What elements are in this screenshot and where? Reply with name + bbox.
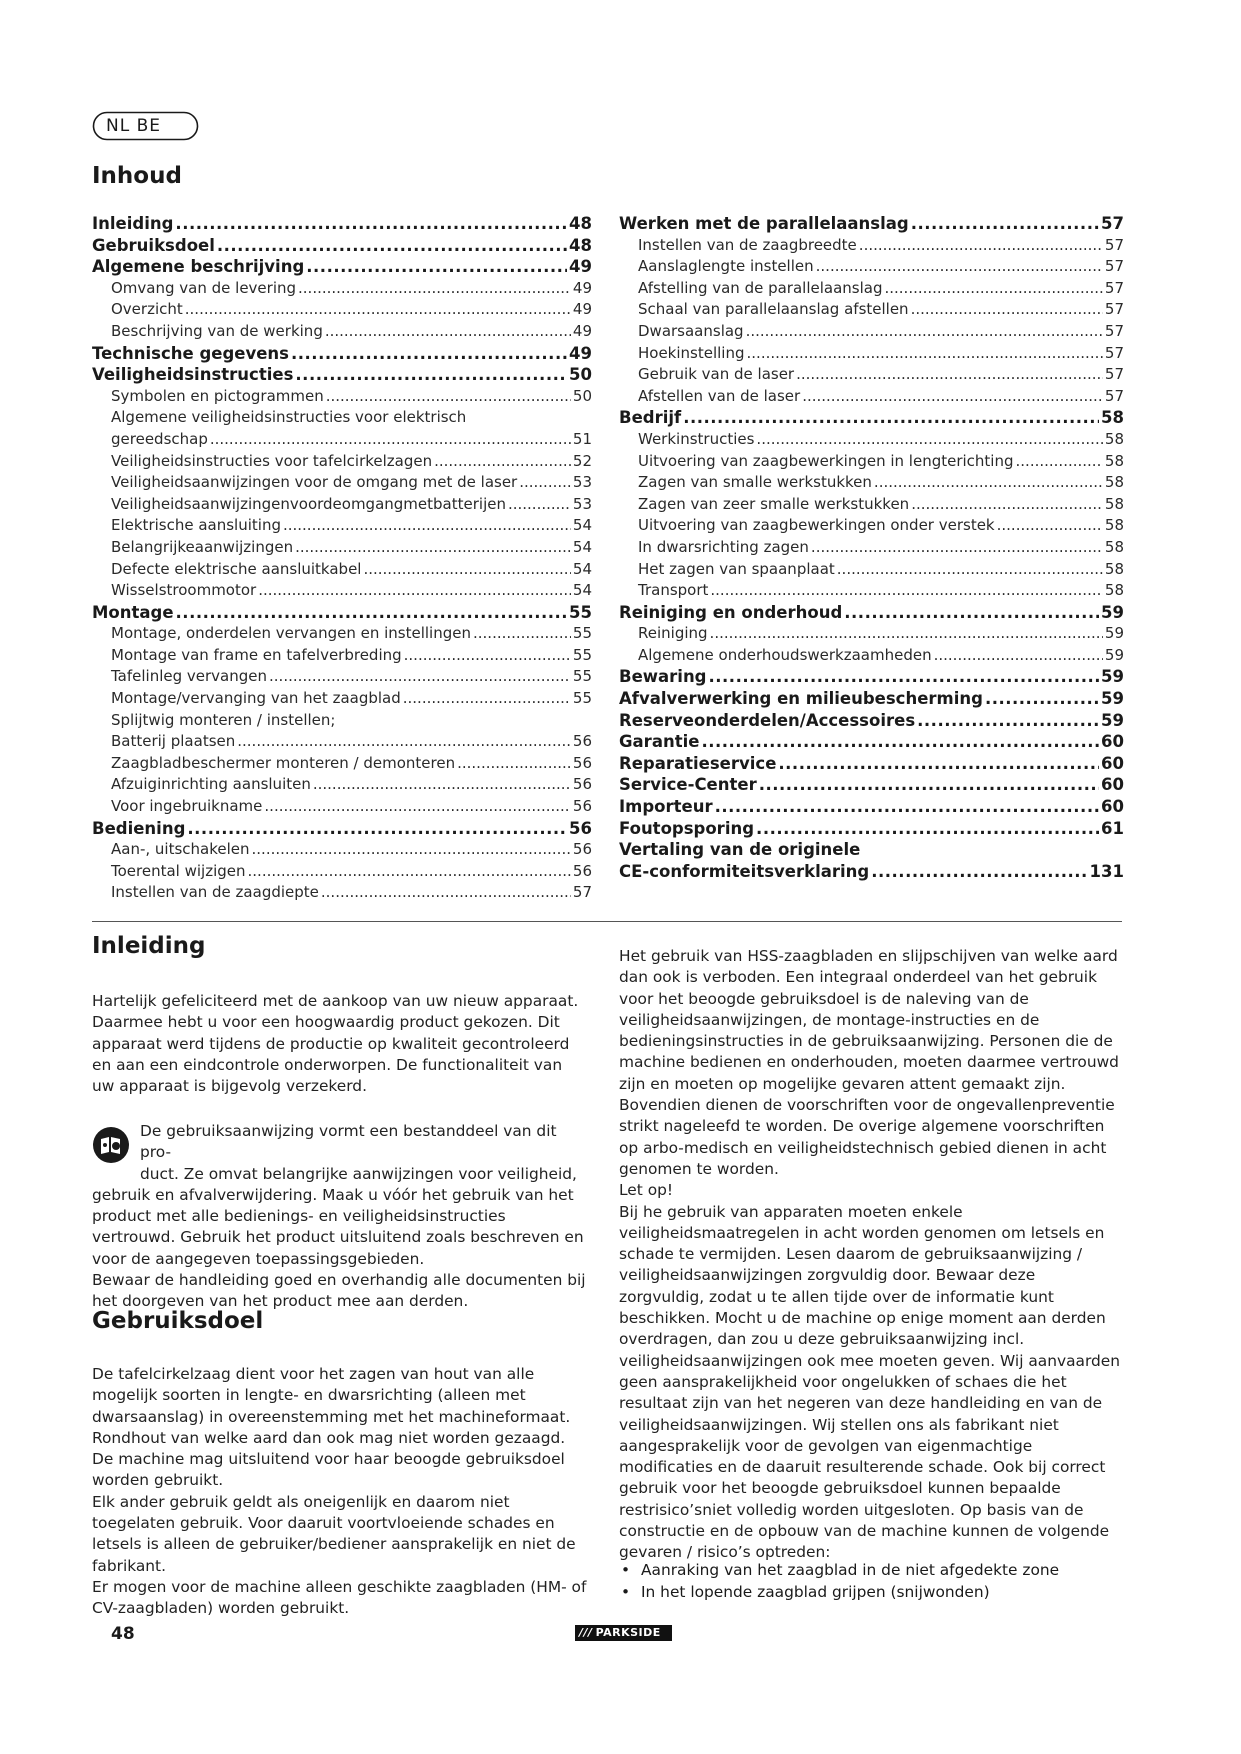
brand-logo — [575, 1625, 672, 1641]
toc-title: Inhoud — [92, 163, 182, 189]
toc-entry-label: Omvang van de levering — [111, 278, 297, 297]
toc-entry — [92, 386, 592, 408]
toc-entry-label: Transport — [638, 581, 709, 600]
toc-entry — [92, 407, 592, 429]
heading-inleiding: Inleiding — [92, 933, 206, 959]
heading-gebruiksdoel: Gebruiksdoel — [92, 1308, 264, 1334]
toc-entry — [619, 407, 1124, 429]
toc-entry-label: Belangrijkeaanwijzingen — [111, 537, 294, 556]
toc-leader-dots — [269, 666, 571, 688]
toc-leader-dots — [291, 343, 567, 365]
toc-entry — [92, 710, 592, 732]
toc-entry-label: Defecte elektrische aansluitkabel — [111, 559, 362, 578]
toc-entry-label: Het zagen van spaanplaat — [638, 559, 835, 578]
toc-entry-page: 48 — [569, 214, 592, 233]
toc-entry-label: Montage, onderdelen vervangen en instellingen — [111, 624, 471, 643]
toc-entry — [92, 429, 592, 451]
toc-entry — [92, 774, 592, 796]
toc-entry — [619, 278, 1124, 300]
toc-entry-label: Werken met de parallelaanslag — [619, 214, 909, 233]
toc-entry-label: Vertaling van de originele — [619, 840, 861, 860]
toc-entry-page: 60 — [1101, 753, 1124, 773]
toc-leader-dots — [175, 213, 567, 235]
toc-entry — [92, 623, 592, 645]
toc-entry-label: Aan-, uitschakelen — [111, 840, 250, 859]
toc-entry-label: Bedrijf — [619, 408, 682, 428]
toc-entry-label: Algemene veiligheidsinstructies voor elektrisch — [111, 408, 467, 427]
toc-entry — [92, 213, 592, 235]
toc-leader-dots — [816, 256, 1103, 278]
gebruiksdoel-body — [92, 1364, 587, 1620]
toc-leader-dots — [457, 753, 571, 775]
toc-leader-dots — [264, 796, 571, 818]
toc-entry — [92, 256, 592, 278]
toc-entry-page: 56 — [569, 818, 592, 838]
toc-entry-label: Afzuiginrichting aansluiten — [111, 775, 311, 794]
toc-entry — [92, 299, 592, 321]
toc-entry — [92, 537, 592, 559]
toc-entry-label: Algemene beschrijving — [92, 257, 305, 277]
toc-entry — [619, 472, 1124, 494]
toc-entry-label: Afvalverwerking en milieubescherming — [619, 689, 983, 709]
toc-entry — [619, 839, 1124, 861]
language-code: NL BE — [106, 116, 161, 136]
toc-leader-dots — [859, 235, 1103, 257]
gebruiksdoel-p3: Er mogen voor de machine alleen geschikte zaagbladen (HM- of CV-zaagbladen) worden gebruikt. — [92, 1577, 587, 1618]
toc-entry-label: Inleiding — [92, 214, 174, 233]
toc-entry-page: 58 — [1104, 537, 1124, 556]
right-p1: Het gebruik van HSS-zaagbladen en slijpschijven van welke aard dan ook is verboden. Een integraal onderdeel van het gebruik voor het beoogde gebruiksdoel is de naleving van de veiligheidsaanwijzingen, de montage-instructies en de bedieningsinstructies in de gebruiksaanwijzing. Personen die de machine bedienen en onderhouden, moeten daarmee vertrouwd zijn en moeten op mogelijke gevaren attent gemaakt zijn. Bovendien dienen de voorschriften voor de ongevallenpreventie strikt nageleefd te worden. De overige algemene voorschriften op arbo-medisch en veiligheidstechnisch gebied dienen in acht genomen te worden. — [619, 947, 1119, 1178]
toc-leader-dots — [715, 796, 1099, 818]
toc-entry — [619, 235, 1124, 257]
toc-entry — [619, 580, 1124, 602]
toc-entry — [619, 753, 1124, 775]
toc-entry — [92, 839, 592, 861]
toc-entry-page: 56 — [572, 732, 592, 751]
toc-entry-page: 50 — [572, 386, 592, 405]
toc-leader-dots — [258, 580, 571, 602]
toc-entry — [619, 731, 1124, 753]
toc-entry-page: 60 — [1101, 732, 1124, 752]
toc-entry-label: Symbolen en pictogrammen — [111, 386, 324, 405]
toc-entry — [619, 429, 1124, 451]
toc-entry-page: 61 — [1101, 818, 1124, 838]
toc-entry-page: 57 — [1104, 386, 1124, 405]
toc-entry-page: 59 — [1101, 667, 1124, 687]
toc-entry — [92, 861, 592, 883]
toc-entry-page: 53 — [572, 473, 592, 492]
toc-column-right — [619, 213, 1124, 882]
toc-leader-dots — [710, 623, 1103, 645]
toc-entry-label: Reserveonderdelen/Accessoires — [619, 710, 916, 730]
section-divider — [92, 921, 1122, 922]
toc-entry — [92, 321, 592, 343]
toc-entry-label: Montage/vervanging van het zaagblad — [111, 689, 401, 708]
toc-entry-label: Garantie — [619, 732, 700, 752]
toc-entry-label: Zaagbladbeschermer monteren / demonteren — [111, 753, 456, 772]
toc-entry-page: 54 — [572, 516, 592, 535]
toc-leader-dots — [934, 645, 1103, 667]
toc-leader-dots — [298, 278, 571, 300]
brand-mark: /// — [579, 1626, 593, 1639]
toc-entry-label: Afstellen van de laser — [638, 386, 801, 405]
toc-entry — [619, 451, 1124, 473]
toc-leader-dots — [473, 623, 571, 645]
toc-entry-page: 57 — [572, 883, 592, 902]
toc-leader-dots — [756, 818, 1099, 840]
toc-entry-page: 57 — [1101, 214, 1124, 233]
toc-leader-dots — [778, 753, 1099, 775]
right-p2: Let op! — [619, 1181, 674, 1200]
toc-leader-dots — [747, 343, 1103, 365]
toc-entry-label: Overzicht — [111, 300, 183, 319]
toc-entry — [619, 861, 1124, 883]
toc-entry-page: 60 — [1101, 775, 1124, 795]
toc-leader-dots — [756, 429, 1102, 451]
inleiding-intro-text: Hartelijk gefeliciteerd met de aankoop van uw nieuw apparaat. Daarmee hebt u voor een hoogwaardig product gekozen. Dit apparaat werd tijdens de productie op kwaliteit gecontroleerd en aan een eindcontrole onderworpen. De functionaliteit van uw apparaat is bijgevolg verzekerd. — [92, 992, 579, 1096]
toc-leader-dots — [283, 515, 571, 537]
toc-entry — [619, 818, 1124, 840]
toc-entry — [619, 602, 1124, 624]
toc-entry-label: Wisselstroommotor — [111, 581, 257, 600]
toc-entry-label: Gebruiksdoel — [92, 235, 215, 255]
toc-entry — [92, 278, 592, 300]
toc-entry-page: 58 — [1104, 516, 1124, 535]
toc-leader-dots — [701, 731, 1099, 753]
toc-entry-page: 58 — [1101, 408, 1124, 428]
toc-entry-page: 59 — [1101, 602, 1124, 622]
toc-entry-label: Batterij plaatsen — [111, 732, 236, 751]
toc-entry — [92, 731, 592, 753]
toc-entry-page: 57 — [1104, 235, 1124, 254]
toc-entry-label: Service-Center — [619, 775, 757, 795]
toc-entry — [619, 774, 1124, 796]
toc-leader-dots — [811, 537, 1103, 559]
right-p3: Bij he gebruik van apparaten moeten enkele veiligheidsmaatregelen in acht worden genomen om letsels en schade te vermijden. Lesen daarom de gebruiksaanwijzing / veiligheidsaanwijzingen zorgvuldig door. Bewaar deze zorgvuldig, zodat u te allen tijde over de informatie kunt beschikken. Mocht u de machine op enige moment aan derden overdragen, dan zou u deze gebruiksaanwijzing incl. veiligheidsaanwijzingen ook mee moeten geven. Wij aanvaarden geen aansprakelijkheid voor ongelukken of schaes die het resultaat zijn van het negeren van deze handleiding en van de veiligheidsaanwijzingen. Wij stellen ons als fabrikant niet aangesprakelijk voor de gevolgen van eigenmachtige modificaties en de daaruit resulterende schade. Ook bij correct gebruik voor het beoogde gebruiksdoel kunnen bepaalde restrisico’sniet volledig worden uitgesloten. Op basis van de constructie en de opbouw van de machine kunnen de volgende gevaren / risico’s optreden: — [619, 1202, 1121, 1562]
toc-entry-label: Werkinstructies — [638, 429, 755, 448]
toc-entry — [92, 753, 592, 775]
toc-leader-dots — [363, 559, 570, 581]
toc-entry — [92, 882, 592, 904]
toc-entry-label: Technische gegevens — [92, 343, 289, 363]
toc-entry-page: 58 — [1104, 473, 1124, 492]
toc-entry-page: 57 — [1104, 343, 1124, 362]
toc-entry-label: Uitvoering van zaagbewerkingen in lengterichting — [638, 451, 1014, 470]
toc-entry-label: Gebruik van de laser — [638, 365, 795, 384]
toc-entry — [619, 299, 1124, 321]
toc-entry-page: 58 — [1104, 494, 1124, 513]
toc-entry-label: Foutopsporing — [619, 818, 755, 838]
toc-entry-label: Elektrische aansluiting — [111, 516, 281, 535]
toc-entry-page: 52 — [572, 451, 592, 470]
toc-entry-label: Montage van frame en tafelverbreding — [111, 645, 402, 664]
toc-entry-label: gereedschap — [111, 429, 208, 448]
toc-entry-label: Zagen van zeer smalle werkstukken — [638, 494, 910, 513]
toc-entry-label: Reiniging — [638, 624, 708, 643]
toc-leader-dots — [837, 559, 1103, 581]
toc-entry-label: Beschrijving van de werking — [111, 321, 323, 340]
toc-leader-dots — [403, 688, 571, 710]
toc-leader-dots — [176, 602, 568, 624]
toc-entry-page: 55 — [572, 645, 592, 664]
toc-leader-dots — [295, 537, 571, 559]
toc-entry — [92, 364, 592, 386]
hazard-item: • Aanraking van het zaagblad in de niet afgedekte zone — [619, 1559, 1124, 1581]
toc-entry-page: 54 — [572, 559, 592, 578]
toc-leader-dots — [802, 386, 1103, 408]
toc-leader-dots — [237, 731, 571, 753]
toc-entry — [619, 796, 1124, 818]
toc-leader-dots — [709, 666, 1100, 688]
toc-entry-page: 59 — [1101, 689, 1124, 709]
toc-entry-label: Instellen van de zaagbreedte — [638, 235, 857, 254]
toc-entry — [92, 688, 592, 710]
toc-leader-dots — [519, 472, 571, 494]
toc-entry — [92, 343, 592, 365]
toc-leader-dots — [911, 494, 1103, 516]
toc-entry-page: 54 — [572, 537, 592, 556]
toc-leader-dots — [326, 386, 571, 408]
toc-entry-label: Hoekinstelling — [638, 343, 745, 362]
toc-leader-dots — [911, 299, 1103, 321]
toc-entry-page: 55 — [572, 624, 592, 643]
toc-entry-label: Veiligheidsinstructies voor tafelcirkelzagen — [111, 451, 433, 470]
toc-entry-label: Veiligheidsinstructies — [92, 365, 294, 385]
toc-leader-dots — [683, 407, 1099, 429]
toc-entry-page: 58 — [1104, 581, 1124, 600]
notice-line-1: De gebruiksaanwijzing vormt een bestanddeel van dit pro- — [140, 1122, 557, 1162]
inleiding-intro — [92, 991, 587, 1097]
toc-entry — [619, 688, 1124, 710]
toc-entry — [619, 623, 1124, 645]
toc-entry — [619, 494, 1124, 516]
toc-entry-label: Aanslaglengte instellen — [638, 257, 814, 276]
toc-entry — [619, 364, 1124, 386]
toc-entry-page: 59 — [1104, 645, 1124, 664]
toc-leader-dots — [295, 364, 567, 386]
toc-leader-dots — [871, 861, 1087, 883]
notice-block — [92, 1121, 587, 1313]
toc-entry — [92, 796, 592, 818]
toc-entry-label: Reparatieservice — [619, 753, 777, 773]
toc-entry-label: In dwarsrichting zagen — [638, 537, 809, 556]
toc-entry-page: 50 — [569, 365, 592, 385]
toc-entry-label: Reiniging en onderhoud — [619, 602, 843, 622]
toc-entry-label: Voor ingebruikname — [111, 797, 263, 816]
toc-entry-label: Toerental wijzigen — [111, 861, 246, 880]
toc-entry — [619, 343, 1124, 365]
toc-entry-label: Schaal van parallelaanslag afstellen — [638, 300, 909, 319]
toc-entry-page: 56 — [572, 797, 592, 816]
toc-entry-page: 56 — [572, 775, 592, 794]
toc-entry-label: Veiligheidsaanwijzingenvoordeomgangmetbatterijen — [111, 494, 506, 513]
toc-leader-dots — [508, 494, 571, 516]
toc-entry — [92, 515, 592, 537]
brand-name: PARKSIDE — [595, 1626, 661, 1639]
toc-entry-label: Bewaring — [619, 667, 707, 687]
toc-entry-label: CE-conformiteitsverklaring — [619, 861, 870, 881]
toc-entry-label: Splijtwig monteren / instellen; — [111, 710, 336, 729]
toc-leader-dots — [746, 321, 1103, 343]
toc-entry-label: Veiligheidsaanwijzingen voor de omgang met de laser — [111, 473, 518, 492]
toc-leader-dots — [404, 645, 571, 667]
toc-entry-page: 55 — [572, 689, 592, 708]
toc-entry-page: 57 — [1104, 365, 1124, 384]
toc-entry — [92, 559, 592, 581]
toc-entry — [92, 666, 592, 688]
right-column-text — [619, 946, 1124, 1564]
toc-entry-label: Tafelinleg vervangen — [111, 667, 268, 686]
toc-entry-page: 56 — [572, 753, 592, 772]
toc-entry — [92, 580, 592, 602]
toc-leader-dots — [1016, 451, 1103, 473]
toc-entry-page: 59 — [1101, 710, 1124, 730]
toc-entry-page: 58 — [1104, 559, 1124, 578]
toc-entry — [92, 494, 592, 516]
toc-leader-dots — [321, 882, 571, 904]
toc-entry — [619, 321, 1124, 343]
toc-entry — [619, 559, 1124, 581]
toc-entry — [619, 386, 1124, 408]
toc-entry — [92, 451, 592, 473]
notice-line-2: duct. Ze omvat belangrijke aanwijzingen voor veiligheid, — [140, 1164, 577, 1183]
toc-entry — [92, 472, 592, 494]
toc-entry-page: 49 — [572, 278, 592, 297]
toc-entry-page: 58 — [1104, 451, 1124, 470]
toc-entry-page: 48 — [569, 235, 592, 255]
toc-entry-page: 58 — [1104, 429, 1124, 448]
toc-entry — [619, 666, 1124, 688]
toc-leader-dots — [997, 515, 1103, 537]
toc-entry-page: 131 — [1089, 861, 1124, 881]
toc-leader-dots — [710, 580, 1103, 602]
toc-entry-page: 49 — [569, 257, 592, 277]
toc-leader-dots — [911, 213, 1099, 235]
toc-entry-page: 49 — [572, 300, 592, 319]
toc-leader-dots — [985, 688, 1099, 710]
toc-entry — [92, 645, 592, 667]
toc-leader-dots — [252, 839, 571, 861]
toc-entry-label: Bediening — [92, 818, 186, 838]
toc-leader-dots — [759, 774, 1099, 796]
toc-entry-label: Algemene onderhoudswerkzaamheden — [638, 645, 932, 664]
toc-entry-page: 60 — [1101, 797, 1124, 817]
toc-entry-label: Afstelling van de parallelaanslag — [638, 278, 883, 297]
toc-entry-page: 51 — [572, 429, 592, 448]
toc-entry — [619, 710, 1124, 732]
toc-entry-label: Uitvoering van zaagbewerkingen onder verstek — [638, 516, 995, 535]
toc-leader-dots — [185, 299, 571, 321]
toc-entry — [92, 235, 592, 257]
toc-leader-dots — [434, 451, 571, 473]
toc-entry-page: 53 — [572, 494, 592, 513]
toc-column-left — [92, 213, 592, 904]
gebruiksdoel-p2: Elk ander gebruik geldt als oneigenlijk en daarom niet toegelaten gebruik. Voor daaruit voortvloeiende schades en letsels is alleen de gebruiker/bediener aansprakelijk en niet de fabrikant. — [92, 1492, 576, 1575]
toc-leader-dots — [917, 710, 1099, 732]
notice-body: gebruik en afvalverwijdering. Maak u vóór het gebruik van het product met alle bedienings- en veiligheidsinstructies vertrouwd. Gebruik het product uitsluitend zoals beschreven en voor de aangegeven toepassingsgebieden. — [92, 1185, 584, 1268]
toc-entry — [92, 818, 592, 840]
toc-leader-dots — [844, 602, 1099, 624]
notice-last: Bewaar de handleiding goed en overhandig alle documenten bij het doorgeven van het product mee aan derden. — [92, 1271, 586, 1311]
toc-entry — [619, 256, 1124, 278]
toc-entry-page: 54 — [572, 581, 592, 600]
toc-entry-page: 49 — [572, 321, 592, 340]
toc-entry-page: 59 — [1104, 624, 1124, 643]
toc-entry — [619, 537, 1124, 559]
toc-leader-dots — [325, 321, 571, 343]
toc-leader-dots — [210, 429, 571, 451]
toc-leader-dots — [187, 818, 567, 840]
language-badge — [92, 111, 200, 141]
hazard-item: • In het lopende zaagblad grijpen (snijwonden) — [619, 1581, 1124, 1603]
toc-leader-dots — [884, 278, 1102, 300]
gebruiksdoel-p1: De tafelcirkelzaag dient voor het zagen van hout van alle mogelijk soorten in lengte- en dwarsrichting (alleen met dwarsaanslag) in overeenstemming met het machineformaat. Rondhout van welke aard dan ook mag niet worden gezaagd. De machine mag uitsluitend voor haar beoogde gebruiksdoel worden gebruikt. — [92, 1365, 571, 1490]
toc-entry-label: Montage — [92, 602, 174, 622]
toc-entry-page: 55 — [572, 667, 592, 686]
toc-leader-dots — [248, 861, 571, 883]
toc-entry-page: 56 — [572, 840, 592, 859]
toc-entry-page: 49 — [569, 343, 592, 363]
page-number: 48 — [111, 1624, 135, 1644]
toc-entry-page: 57 — [1104, 278, 1124, 297]
toc-entry-page: 57 — [1104, 300, 1124, 319]
toc-entry-page: 57 — [1104, 257, 1124, 276]
toc-leader-dots — [796, 364, 1103, 386]
toc-entry-label: Importeur — [619, 797, 713, 817]
toc-leader-dots — [217, 235, 567, 257]
toc-entry-label: Zagen van smalle werkstukken — [638, 473, 872, 492]
toc-entry-label: Dwarsaanslag — [638, 321, 744, 340]
toc-leader-dots — [874, 472, 1103, 494]
toc-entry — [619, 645, 1124, 667]
toc-entry — [92, 602, 592, 624]
toc-leader-dots — [313, 774, 571, 796]
toc-entry-page: 57 — [1104, 321, 1124, 340]
toc-entry-label: Instellen van de zaagdiepte — [111, 883, 319, 902]
toc-entry-page: 55 — [569, 602, 592, 622]
toc-entry-page: 56 — [572, 861, 592, 880]
toc-entry — [619, 515, 1124, 537]
hazard-list — [619, 1559, 1124, 1603]
toc-leader-dots — [306, 256, 567, 278]
toc-entry — [619, 213, 1124, 235]
